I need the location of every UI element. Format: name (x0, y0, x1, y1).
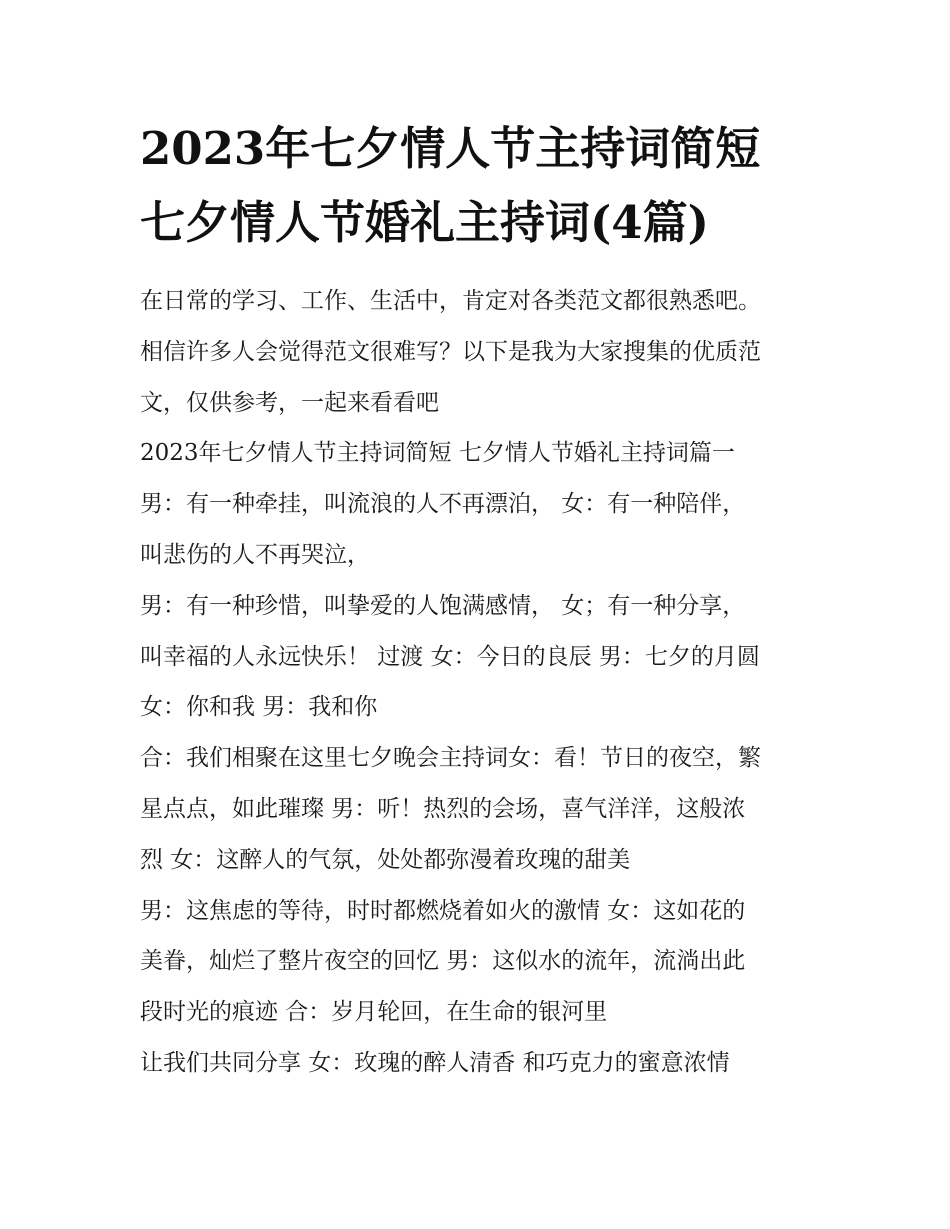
body-line: 让我们共同分享 女：玫瑰的醉人清香 和巧克力的蜜意浓情 (140, 1049, 730, 1076)
body-line: 男：有一种珍惜，叫挚爱的人饱满感情， 女；有一种分享， (140, 592, 746, 619)
document-title (140, 112, 840, 260)
body-line: 男：这焦虑的等待，时时都燃烧着如火的激情 女：这如花的 (140, 897, 746, 924)
body-line: 叫幸福的人永远快乐！ 过渡 女：今日的良辰 男：七夕的月圆 (140, 643, 760, 670)
document-body (140, 276, 830, 1089)
body-line: 叫悲伤的人不再哭泣， (140, 541, 370, 568)
body-line: 烈 女：这醉人的气氛，处处都弥漫着玫瑰的甜美 (140, 846, 631, 873)
title-line-2: 七夕情人节婚礼主持词(4篇) (140, 196, 709, 249)
body-line: 美眷，灿烂了整片夜空的回忆 男：这似水的流年，流淌出此 (140, 948, 746, 975)
body-line: 段时光的痕迹 合：岁月轮回，在生命的银河里 (140, 999, 608, 1026)
body-line: 文，仅供参考，一起来看看吧 (140, 389, 439, 416)
title-line-1: 2023年七夕情人节主持词简短 (140, 122, 761, 175)
body-line: 在日常的学习、工作、生活中，肯定对各类范文都很熟悉吧。 (140, 288, 761, 314)
section-heading: 2023年七夕情人节主持词简短 七夕情人节婚礼主持词篇一 (140, 440, 735, 467)
body-line: 合：我们相聚在这里七夕晚会主持词女：看！节日的夜空，繁 (140, 745, 761, 772)
body-line: 男：有一种牵挂，叫流浪的人不再漂泊， 女：有一种陪伴， (140, 491, 746, 518)
body-line: 女：你和我 男：我和你 (140, 694, 378, 721)
body-line: 相信许多人会觉得范文很难写？以下是我为大家搜集的优质范 (140, 338, 761, 365)
body-line: 星点点，如此璀璨 男：听！热烈的会场，喜气洋洋，这般浓 (140, 795, 746, 822)
